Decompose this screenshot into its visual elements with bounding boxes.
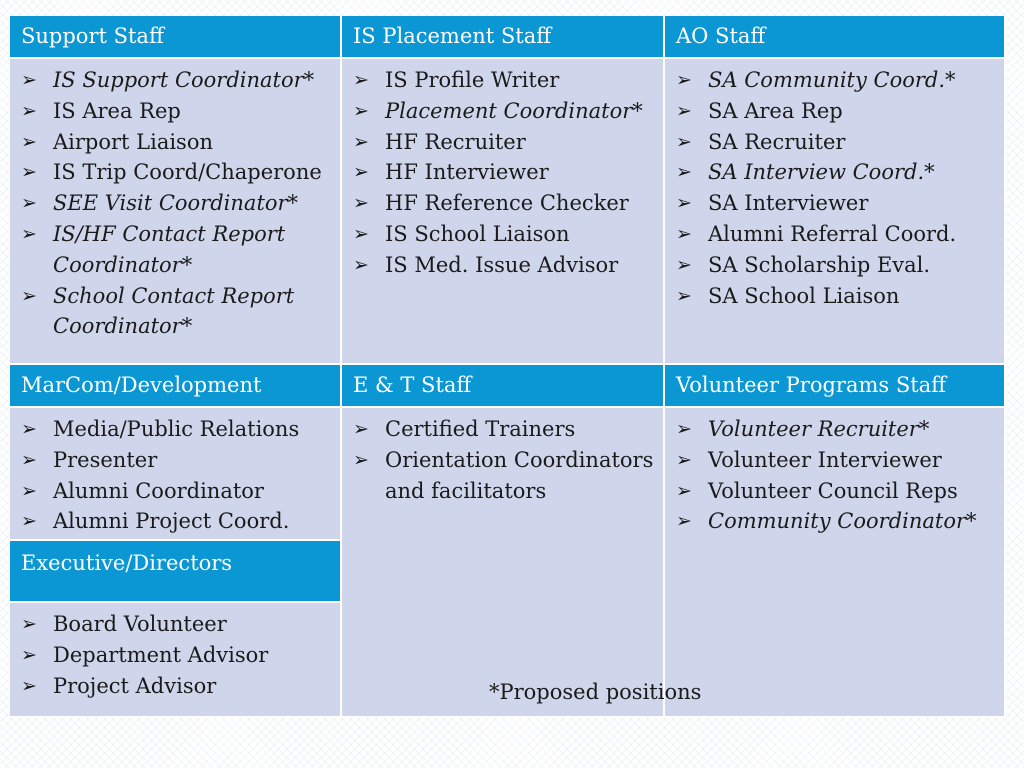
role-list-item xyxy=(21,188,336,219)
header-marcom-development: MarCom/Development xyxy=(10,365,342,408)
ao-staff-list xyxy=(676,65,1000,311)
arrow-bullet-icon: ➢ xyxy=(21,510,37,533)
role-label: SA Interview Coord.* xyxy=(708,160,935,185)
role-label: SA Scholarship Eval. xyxy=(708,252,931,277)
role-label: SA Community Coord.* xyxy=(708,68,956,92)
arrow-bullet-icon: ➢ xyxy=(353,161,369,184)
role-label: Certified Trainers xyxy=(385,417,576,441)
role-list-item xyxy=(676,445,1000,476)
role-list-item xyxy=(676,476,1000,507)
role-list-item xyxy=(353,127,659,158)
role-list-item xyxy=(21,219,336,281)
volunteer-programs-staff-list xyxy=(676,414,1000,537)
volunteer-programs-staff-cell xyxy=(665,408,1006,718)
header-executive-directors: Executive/Directors xyxy=(10,541,342,603)
is-placement-staff-list xyxy=(353,65,659,281)
executive-directors-cell xyxy=(10,603,342,718)
ao-staff-cell xyxy=(665,59,1006,365)
footnote-proposed-positions: *Proposed positions xyxy=(489,680,702,704)
role-list-item xyxy=(676,414,1000,445)
arrow-bullet-icon: ➢ xyxy=(21,130,37,153)
role-label: Community Coordinator* xyxy=(708,509,977,534)
arrow-bullet-icon: ➢ xyxy=(676,69,692,91)
role-list-item xyxy=(676,506,1000,537)
arrow-bullet-icon: ➢ xyxy=(676,130,692,153)
arrow-bullet-icon: ➢ xyxy=(353,222,369,245)
role-list-item xyxy=(676,281,1000,312)
arrow-bullet-icon: ➢ xyxy=(676,161,692,184)
arrow-bullet-icon: ➢ xyxy=(676,284,692,307)
role-list-item xyxy=(353,445,659,507)
arrow-bullet-icon: ➢ xyxy=(676,192,692,215)
arrow-bullet-icon: ➢ xyxy=(676,448,692,471)
arrow-bullet-icon: ➢ xyxy=(21,284,37,307)
role-label: Project Advisor xyxy=(53,673,217,698)
executive-directors-list xyxy=(21,609,336,701)
role-label: Department Advisor xyxy=(53,642,269,667)
role-list-item xyxy=(353,65,659,96)
role-label: SA Interviewer xyxy=(708,191,869,216)
marcom-development-list xyxy=(21,414,336,537)
role-list-item xyxy=(21,609,336,640)
role-label: IS Trip Coord/Chaperone xyxy=(53,160,322,185)
arrow-bullet-icon: ➢ xyxy=(353,130,369,153)
role-list-item xyxy=(676,219,1000,250)
role-list-item xyxy=(353,157,659,188)
role-list-item xyxy=(21,476,336,507)
et-staff-cell xyxy=(342,408,665,718)
arrow-bullet-icon: ➢ xyxy=(21,161,37,184)
role-label: Board Volunteer xyxy=(53,612,227,636)
role-label: Volunteer Council Reps xyxy=(708,478,958,503)
role-label: IS School Liaison xyxy=(385,221,570,246)
header-et-staff: E & T Staff xyxy=(342,365,665,408)
role-label: SEE Visit Coordinator* xyxy=(53,191,299,216)
role-label: Volunteer Recruiter* xyxy=(708,417,930,441)
role-label: HF Recruiter xyxy=(385,129,526,154)
role-label: Airport Liaison xyxy=(53,129,214,154)
arrow-bullet-icon: ➢ xyxy=(21,613,37,635)
arrow-bullet-icon: ➢ xyxy=(676,99,692,122)
header-is-placement-staff: IS Placement Staff xyxy=(342,16,665,59)
et-staff-list xyxy=(353,414,659,506)
header-volunteer-programs-staff: Volunteer Programs Staff xyxy=(665,365,1006,408)
role-label: Volunteer Interviewer xyxy=(708,447,942,472)
role-list-item xyxy=(21,640,336,671)
arrow-bullet-icon: ➢ xyxy=(676,253,692,276)
role-list-item xyxy=(353,219,659,250)
role-label: Orientation Coordinators and facilitators xyxy=(385,447,654,503)
arrow-bullet-icon: ➢ xyxy=(353,69,369,91)
role-label: IS Profile Writer xyxy=(385,68,560,92)
arrow-bullet-icon: ➢ xyxy=(353,99,369,122)
role-label: Alumni Project Coord. xyxy=(53,509,290,534)
support-staff-list xyxy=(21,65,336,342)
role-label: SA School Liaison xyxy=(708,283,900,308)
role-label: IS Support Coordinator* xyxy=(53,68,315,92)
arrow-bullet-icon: ➢ xyxy=(676,479,692,502)
role-label: IS Area Rep xyxy=(53,98,181,123)
role-list-item xyxy=(21,671,336,702)
role-label: HF Reference Checker xyxy=(385,191,629,216)
header-support-staff: Support Staff xyxy=(10,16,342,59)
role-label: Placement Coordinator* xyxy=(385,98,643,123)
arrow-bullet-icon: ➢ xyxy=(21,643,37,666)
role-label: Presenter xyxy=(53,447,158,472)
arrow-bullet-icon: ➢ xyxy=(21,192,37,215)
arrow-bullet-icon: ➢ xyxy=(21,99,37,122)
is-placement-staff-cell xyxy=(342,59,665,365)
arrow-bullet-icon: ➢ xyxy=(353,253,369,276)
arrow-bullet-icon: ➢ xyxy=(353,448,369,471)
role-list-item xyxy=(21,65,336,96)
role-label: Alumni Coordinator xyxy=(53,478,264,503)
role-list-item xyxy=(353,96,659,127)
role-list-item xyxy=(676,65,1000,96)
role-list-item xyxy=(676,157,1000,188)
role-list-item xyxy=(676,250,1000,281)
role-list-item xyxy=(21,157,336,188)
role-list-item xyxy=(21,414,336,445)
arrow-bullet-icon: ➢ xyxy=(21,222,37,245)
role-label: SA Recruiter xyxy=(708,129,846,154)
role-list-item xyxy=(676,127,1000,158)
arrow-bullet-icon: ➢ xyxy=(21,479,37,502)
arrow-bullet-icon: ➢ xyxy=(353,418,369,440)
support-staff-cell xyxy=(10,59,342,365)
marcom-development-cell xyxy=(10,408,342,541)
role-label: School Contact Report Coordinator* xyxy=(53,283,295,339)
arrow-bullet-icon: ➢ xyxy=(676,222,692,245)
staff-roles-table xyxy=(10,16,1006,718)
arrow-bullet-icon: ➢ xyxy=(21,448,37,471)
role-list-item xyxy=(353,414,659,445)
arrow-bullet-icon: ➢ xyxy=(21,69,37,91)
role-list-item xyxy=(21,96,336,127)
header-ao-staff: AO Staff xyxy=(665,16,1006,59)
role-list-item xyxy=(676,188,1000,219)
arrow-bullet-icon: ➢ xyxy=(676,510,692,533)
role-list-item xyxy=(21,281,336,343)
role-label: SA Area Rep xyxy=(708,98,843,123)
arrow-bullet-icon: ➢ xyxy=(353,192,369,215)
role-list-item xyxy=(676,96,1000,127)
arrow-bullet-icon: ➢ xyxy=(21,674,37,697)
role-label: IS Med. Issue Advisor xyxy=(385,252,619,277)
role-label: IS/HF Contact Report Coordinator* xyxy=(53,221,286,277)
role-list-item xyxy=(353,250,659,281)
arrow-bullet-icon: ➢ xyxy=(21,418,37,440)
role-label: Alumni Referral Coord. xyxy=(708,221,957,246)
role-list-item xyxy=(21,445,336,476)
role-label: HF Interviewer xyxy=(385,160,549,185)
arrow-bullet-icon: ➢ xyxy=(676,418,692,440)
role-list-item xyxy=(21,506,336,537)
role-list-item xyxy=(353,188,659,219)
role-label: Media/Public Relations xyxy=(53,417,300,441)
role-list-item xyxy=(21,127,336,158)
